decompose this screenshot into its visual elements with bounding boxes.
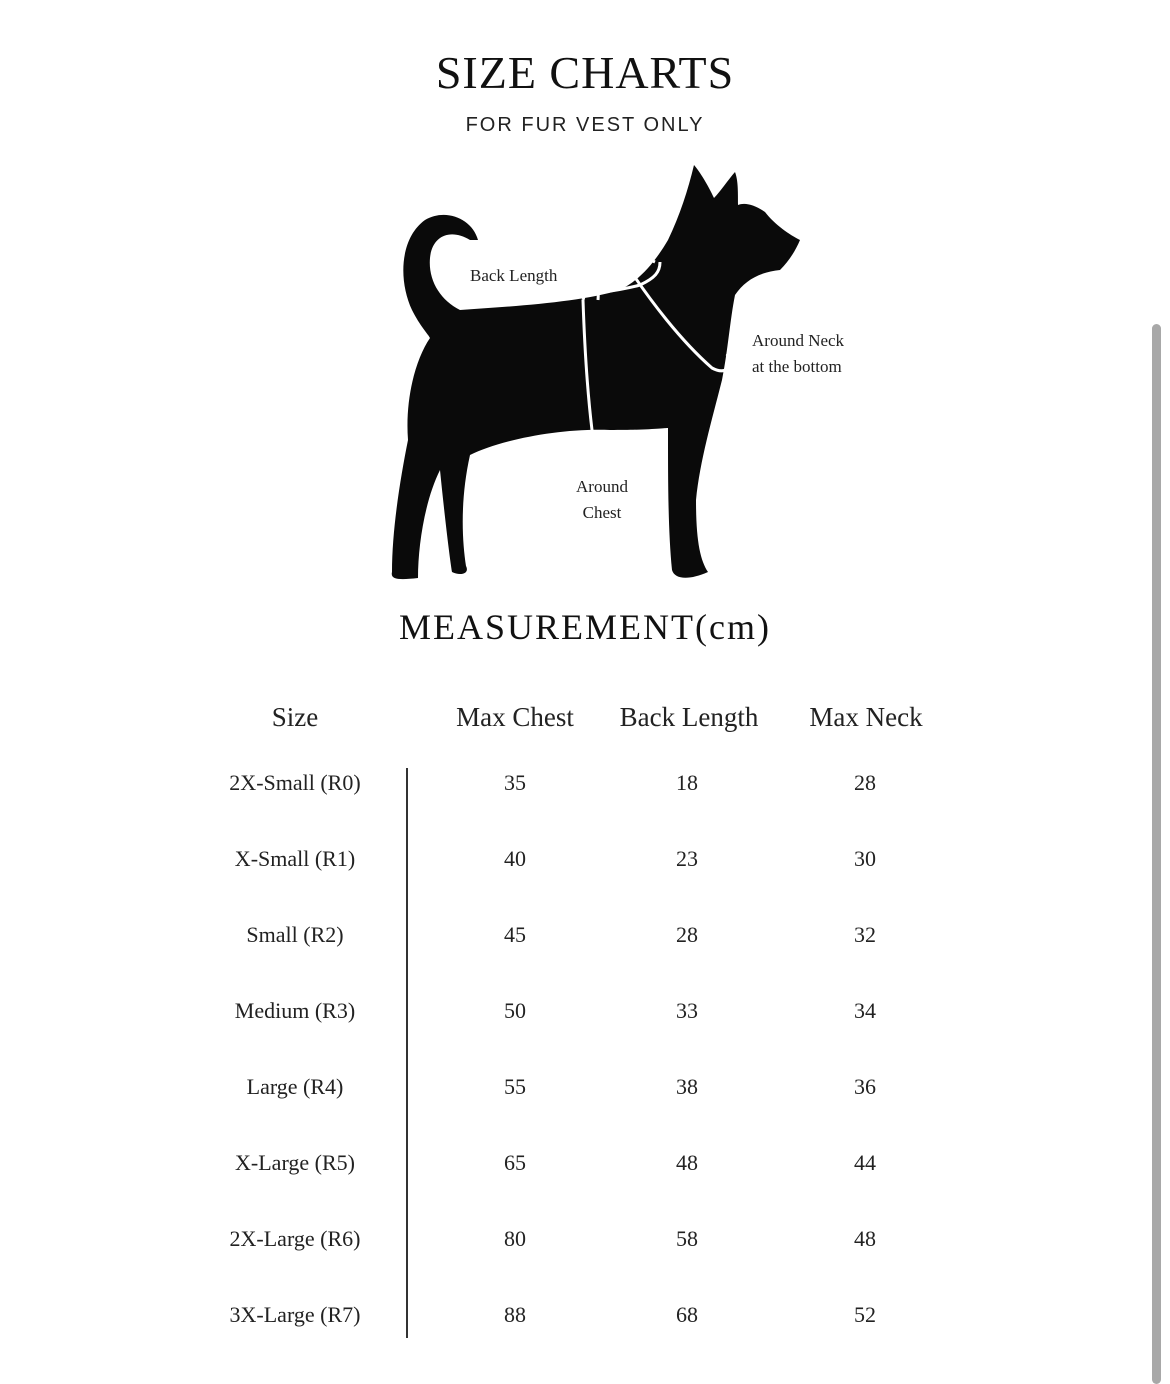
- cell-back-length: 18: [676, 770, 698, 795]
- cell-back-length: 58: [676, 1226, 698, 1251]
- header-max-neck: Max Neck: [809, 702, 923, 732]
- cell-size: 2X-Large (R6): [229, 1226, 361, 1251]
- cell-back-length: 68: [676, 1302, 698, 1327]
- scrollbar[interactable]: [1152, 324, 1161, 1384]
- cell-back-length: 28: [676, 922, 698, 947]
- cell-max-neck: 30: [854, 846, 876, 871]
- header-back-length: Back Length: [619, 702, 759, 732]
- back-length-label: Back Length: [470, 266, 558, 285]
- cell-size: 3X-Large (R7): [229, 1302, 361, 1327]
- cell-max-chest: 40: [504, 846, 526, 871]
- cell-size: Small (R2): [246, 922, 344, 947]
- around-chest-label-line2: Chest: [582, 503, 622, 522]
- around-neck-label-line1: Around Neck: [752, 331, 845, 350]
- cell-size: X-Small (R1): [234, 846, 356, 871]
- cell-size: 2X-Small (R0): [229, 770, 361, 795]
- around-chest-label-line1: Around: [576, 477, 628, 496]
- cell-size: X-Large (R5): [235, 1150, 355, 1175]
- cell-back-length: 38: [676, 1074, 698, 1099]
- cell-back-length: 48: [676, 1150, 698, 1175]
- table-divider: [406, 768, 408, 1338]
- cell-max-chest: 80: [504, 1226, 526, 1251]
- cell-max-neck: 34: [854, 998, 876, 1023]
- page-subtitle: FOR FUR VEST ONLY: [465, 114, 705, 136]
- cell-max-chest: 88: [504, 1302, 526, 1327]
- cell-max-chest: 35: [504, 770, 526, 795]
- around-neck-label-line2: at the bottom: [752, 357, 842, 376]
- cell-back-length: 23: [676, 846, 698, 871]
- around-chest-label: [562, 474, 642, 526]
- measurement-heading: MEASUREMENT(cm): [399, 607, 771, 647]
- cell-max-chest: 55: [504, 1074, 526, 1099]
- header-max-chest: Max Chest: [456, 702, 574, 732]
- page-title: SIZE CHARTS: [435, 47, 735, 98]
- cell-max-neck: 36: [854, 1074, 876, 1099]
- cell-back-length: 33: [676, 998, 698, 1023]
- cell-max-neck: 52: [854, 1302, 876, 1327]
- cell-max-neck: 28: [854, 770, 876, 795]
- cell-max-neck: 48: [854, 1226, 876, 1251]
- cell-max-neck: 32: [854, 922, 876, 947]
- cell-size: Large (R4): [246, 1074, 344, 1099]
- cell-max-chest: 50: [504, 998, 526, 1023]
- header-size: Size: [271, 702, 319, 732]
- around-neck-label: [752, 328, 844, 380]
- cell-max-chest: 45: [504, 922, 526, 947]
- cell-max-chest: 65: [504, 1150, 526, 1175]
- cell-size: Medium (R3): [234, 998, 356, 1023]
- cell-max-neck: 44: [854, 1150, 876, 1175]
